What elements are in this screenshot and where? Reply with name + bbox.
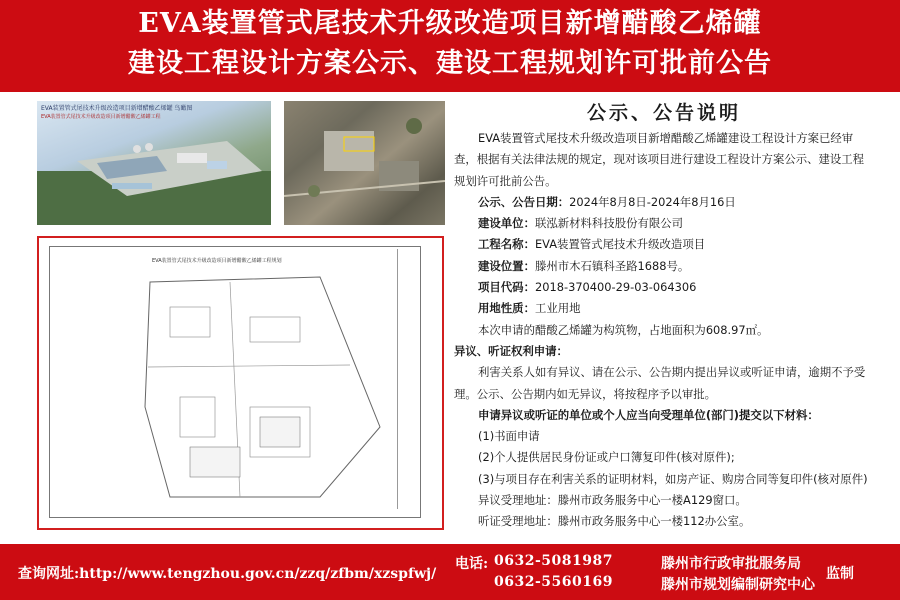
unit-value: 联泓新材料科技股份有限公司 bbox=[534, 216, 684, 231]
notice-title: 公示、公告说明 bbox=[586, 102, 741, 124]
code-label: 项目代码： bbox=[478, 280, 535, 295]
issuing-org-1: 滕州市行政审批服务局 bbox=[661, 556, 801, 572]
issuing-org-2: 滕州市规划编制研究中心 bbox=[661, 577, 815, 593]
date-label: 公示、公告日期： bbox=[478, 194, 570, 209]
objection-address: 异议受理地址：滕州市政务服务中心一楼A129窗口。 bbox=[478, 493, 747, 508]
phone-number-1: 0632-5081987 bbox=[494, 553, 613, 569]
plan-title-block bbox=[397, 249, 418, 509]
material-1: (1)书面申请 bbox=[478, 429, 540, 444]
aerial-caption: EVA装置管式尾技术升级改造项目新增醋酸乙烯罐 鸟瞰图 bbox=[41, 105, 193, 112]
phone-label: 电话: bbox=[455, 556, 489, 572]
project-value: EVA装置管式尾技术升级改造项目 bbox=[534, 237, 706, 252]
plan-title: EVA装置管式尾技术升级改造项目新增醋酸乙烯罐工程规划 bbox=[152, 258, 282, 264]
objection-text: 利害关系人如有异议、请在公示、公告期内提出异议或听证申请，逾期不予受理。公示、公告期内如无异议，将按程序予以审批。 bbox=[454, 365, 866, 401]
notice-location bbox=[454, 256, 874, 277]
notice-date bbox=[454, 192, 874, 213]
page-title-line1: EVA装置管式尾技术升级改造项目新增醋酸乙烯罐 bbox=[138, 8, 762, 39]
location-value: 滕州市木石镇科圣路1688号。 bbox=[534, 258, 690, 273]
material-3: (3)与项目存在利害关系的证明材料，如房产证、购房合同等复印件(核对原件) bbox=[478, 471, 868, 486]
query-url[interactable]: 查询网址:http://www.tengzhou.gov.cn/zzq/zfbm/xzspfwj/ bbox=[18, 566, 437, 582]
notice-land bbox=[454, 298, 874, 319]
notice-area: 本次申请的醋酸乙烯罐为构筑物，占地面积为608.97㎡。 bbox=[478, 322, 769, 337]
project-label: 工程名称： bbox=[478, 237, 535, 252]
notice-unit bbox=[454, 213, 874, 234]
supervise-label: 监制 bbox=[826, 566, 854, 582]
location-label: 建设位置： bbox=[478, 258, 535, 273]
title-banner bbox=[0, 0, 900, 92]
notice-intro: EVA装置管式尾技术升级改造项目新增醋酸乙烯罐建设工程设计方案已经审查，根据有关法律法规的规定，现对该项目进行建设工程设计方案公示、建设工程规划许可批前公告。 bbox=[454, 131, 865, 188]
satellite-location-image bbox=[284, 101, 445, 225]
notice-panel bbox=[454, 100, 874, 533]
land-label: 用地性质： bbox=[478, 301, 535, 316]
plan-frame bbox=[49, 246, 421, 518]
objection-heading: 异议、听证权利申请： bbox=[454, 343, 568, 358]
materials-heading: 申请异议或听证的单位或个人应当向受理单位(部门)提交以下材料： bbox=[478, 407, 819, 422]
unit-label: 建设单位： bbox=[478, 216, 535, 231]
date-value: 2024年8月8日-2024年8月16日 bbox=[569, 194, 736, 209]
notice-code bbox=[454, 277, 874, 298]
hearing-address: 听证受理地址：滕州市政务服务中心一楼112办公室。 bbox=[478, 514, 751, 529]
material-2: (2)个人提供居民身份证或户口簿复印件(核对原件); bbox=[478, 450, 735, 465]
code-value: 2018-370400-29-03-064306 bbox=[534, 280, 697, 295]
site-plan-drawing bbox=[37, 236, 444, 530]
phone-number-2: 0632-5560169 bbox=[494, 574, 613, 590]
aerial-subcaption: EVA装置管式尾技术升级改造项目新增醋酸乙烯罐工程 bbox=[41, 114, 161, 120]
page-title-line2: 建设工程设计方案公示、建设工程规划许可批前公告 bbox=[128, 48, 772, 79]
land-value: 工业用地 bbox=[534, 301, 581, 316]
aerial-view-image bbox=[37, 101, 271, 225]
footer-banner bbox=[0, 544, 900, 600]
notice-project bbox=[454, 234, 874, 255]
